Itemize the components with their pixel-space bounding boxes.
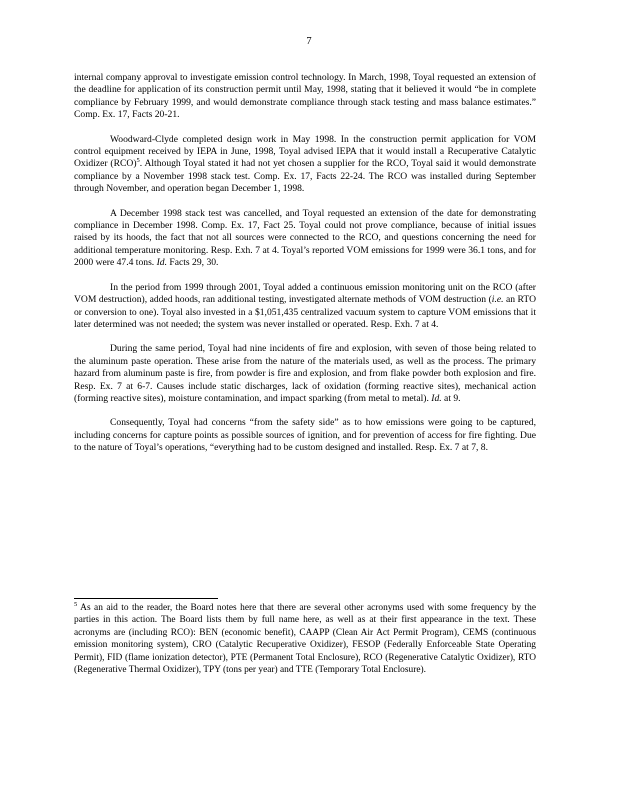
paragraph-text: A December 1998 stack test was cancelled, and Toyal requested an extension of the date for demonstrating compliance in December 1998. Comp. Ex. 17, Fact 25. Toyal could not prove compliance, because of initial issues raised by its hoods, the fact that not all sources were connected to the RCO, and questions concerning the need for additional temperature monitoring. Resp. Exh. 7 at 4. Toyal’s reported VOM emissions for 1999 were 36.1 tons, and for 2000 were 47.4 tons. bbox=[74, 207, 536, 269]
paragraph-text: at 9. bbox=[441, 392, 461, 404]
footnote bbox=[74, 602, 536, 676]
paragraph-text: internal company approval to investigate emission control technology. In March, 1998, Toyal requested an extension of the deadline for application of its construction permit until May, 1998, stating that it believed it would “be in complete compliance by February 1999, and would demonstrate compliance through stack testing and mass balance estimates.” Comp. Ex. 17, Facts 20-21. bbox=[74, 72, 536, 121]
citation-italic: Id. bbox=[156, 257, 167, 269]
paragraph bbox=[74, 343, 536, 405]
paragraph-text: an RTO or conversion to one). Toyal also invested in a $1,051,435 centralized vacuum system to capture VOM emissions that it later determined was not needed; the system was never installed or operated. Resp. Exh. 7 at 4. bbox=[74, 294, 536, 330]
paragraph-text: In the period from 1999 through 2001, Toyal added a continuous emission monitoring unit on the RCO (after VOM destruction), added hoods, ran additional testing, investigated alternate methods of VOM destruction ( bbox=[74, 281, 536, 306]
paragraph-text: Woodward-Clyde completed design work in May 1998. In the construction permit application for VOM control equipment received by IEPA in June, 1998, Toyal advised IEPA that it would install a Recuperative Catalytic Oxidizer (RCO) bbox=[74, 133, 536, 170]
footnote-marker: 5 bbox=[74, 600, 78, 608]
footnote-divider bbox=[74, 598, 218, 599]
paragraph-text: Consequently, Toyal had concerns “from the safety side” as to how emissions were going to be captured, including concerns for capture points as possible sources of ignition, and for prevention of access for fire fighting. Due to the nature of Toyal’s operations, “everything had to be custom designed and installed. Resp. Ex. 7 at 7, 8. bbox=[74, 417, 536, 454]
paragraph-text: Facts 29, 30. bbox=[167, 257, 219, 269]
paragraph bbox=[74, 417, 536, 454]
body-text bbox=[74, 72, 536, 467]
citation-italic: Id. bbox=[431, 392, 442, 404]
paragraph bbox=[74, 282, 536, 332]
page-number: 7 bbox=[306, 36, 312, 47]
footnote-text: As an aid to the reader, the Board notes here that there are several other acronyms used with some frequency by the parties in this action. The Board lists them by full name here, as well as at their first appearance in the text. These acronyms are (including RCO): BEN (economic benefit), CAAPP (Clean Air Act Permit Program), CEMS (continuous emission monitoring system), CRO (Catalytic Recuperative Oxidizer), FESOP (Federally Enforceable State Operating Permit), FID (flame ionization detector), PTE (Permanent Total Enclosure), RCO (Regenerative Catalytic Oxidizer), RTO (Regenerative Thermal Oxidizer), TPY (tons per year) and TTE (Temporary Total Enclosure). bbox=[74, 603, 536, 676]
paragraph bbox=[74, 208, 536, 270]
paragraph bbox=[74, 72, 536, 122]
citation-italic: i.e. bbox=[491, 294, 504, 306]
paragraph-text: . Although Toyal stated it had not yet chosen a supplier for the RCO, Toyal said it would demonstrate compliance by a November 1998 stack test. Comp. Ex. 17, Facts 22-24. The RCO was installed during September through November, and operation began December 1, 1998. bbox=[74, 158, 536, 195]
footnote-reference: 5 bbox=[136, 157, 140, 165]
paragraph bbox=[74, 134, 536, 196]
paragraph-text: During the same period, Toyal had nine incidents of fire and explosion, with seven of those being related to the aluminum paste operation. These arise from the nature of the materials used, as well as the process. The primary hazard from aluminum paste is fire, from powder is fire and explosion, and from flake powder both explosion and fire. Resp. Ex. 7 at 6-7. Causes include static discharges, lack of oxidation (forming reactive sites), mechanical action (forming reactive sites), moisture contamination, and impact sparking (from metal to metal). bbox=[74, 343, 536, 404]
